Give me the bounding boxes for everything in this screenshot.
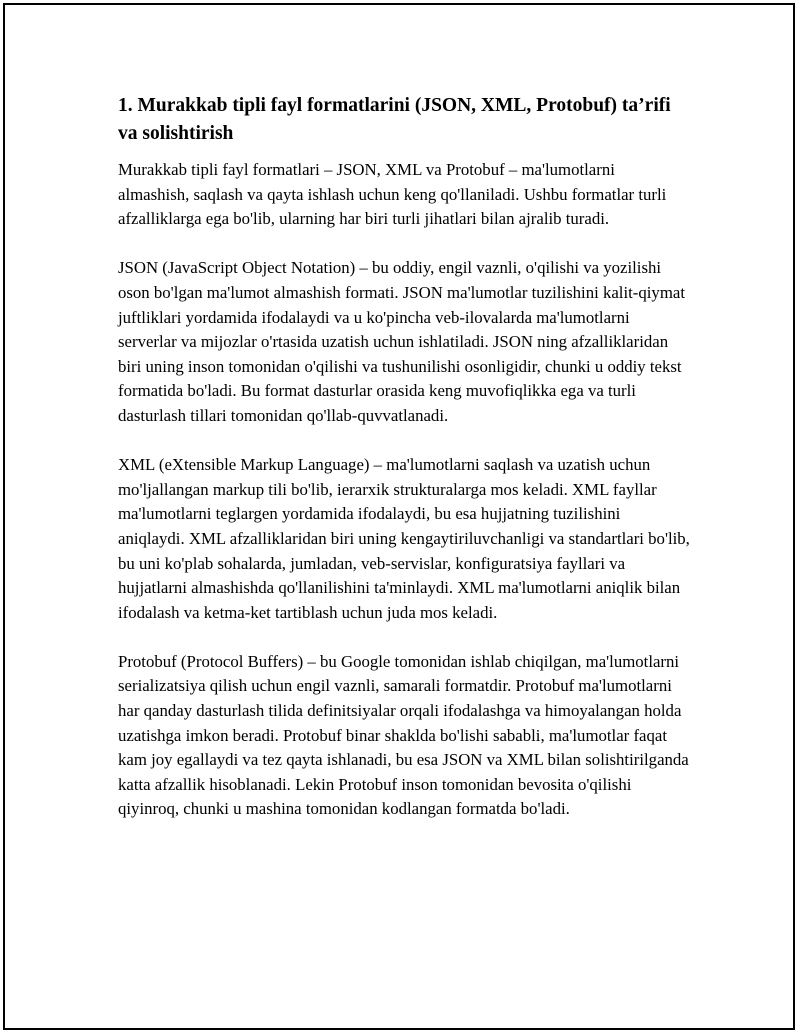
paragraph-xml: XML (eXtensible Markup Language) – ma'lumotlarni saqlash va uzatish uchun mo'ljallangan markup tili bo'lib, ierarxik strukturalarga mos keladi. XML fayllar ma'lumotlarni teglargen yordamida ifodalaydi, bu esa hujjatning tuzilishini aniqlaydi. XML afzalliklaridan biri uning kengaytiriluvchanligi va standartlari bo'lib, bu uni ko'plab sohalarda, jumladan, veb-servislar, konfiguratsiya fayllari va hujjatlarni almashishda qo'llanilishini ta'minlaydi. XML ma'lumotlarni aniqlik bilan ifodalash va ketma-ket tartiblash uchun juda mos keladi. bbox=[118, 455, 690, 622]
section-heading: 1. Murakkab tipli fayl formatlarini (JSON, XML, Protobuf) ta’rifi va solishtirish bbox=[118, 95, 671, 144]
document-body bbox=[118, 92, 690, 847]
paragraph-intro: Murakkab tipli fayl formatlari – JSON, XML va Protobuf – ma'lumotlarni almashish, saqlash va qayta ishlash uchun keng qo'llaniladi. Ushbu formatlar turli afzalliklarga ega bo'lib, ularning har biri turli jihatlari bilan ajralib turadi. bbox=[118, 160, 667, 229]
paragraph-json: JSON (JavaScript Object Notation) – bu oddiy, engil vaznli, o'qilishi va yozilishi oson bo'lgan ma'lumot almashish formati. JSON ma'lumotlar tuzilishini kalit-qiymat juftliklari yordamida ifodalaydi va u ko'pincha veb-ilovalarda ma'lumotlarni serverlar va mijozlar o'rtasida uzatish uchun ishlatiladi. JSON ning afzalliklaridan biri uning inson tomonidan o'qilishi va tushunilishi osonligidir, chunki u oddiy tekst formatida bo'ladi. Bu format dasturlar orasida keng muvofiqlikka ega va turli dasturlash tillari tomonidan qo'llab-quvvatlanadi. bbox=[118, 258, 685, 425]
paragraph-protobuf: Protobuf (Protocol Buffers) – bu Google tomonidan ishlab chiqilgan, ma'lumotlarni serializatsiya qilish uchun engil vaznli, samarali formatdir. Protobuf ma'lumotlarni har qanday dasturlash tilida definitsiyalar orqali ifodalashga va himoyalangan holda uzatishga imkon beradi. Protobuf binar shaklda bo'lishi sababli, ma'lumotlar faqat kam joy egallaydi va tez qayta ishlanadi, bu esa JSON va XML bilan solishtirilganda katta afzallik hisoblanadi. Lekin Protobuf inson tomonidan bevosita o'qilishi qiyinroq, chunki u mashina tomonidan kodlangan formatda bo'ladi. bbox=[118, 651, 689, 819]
